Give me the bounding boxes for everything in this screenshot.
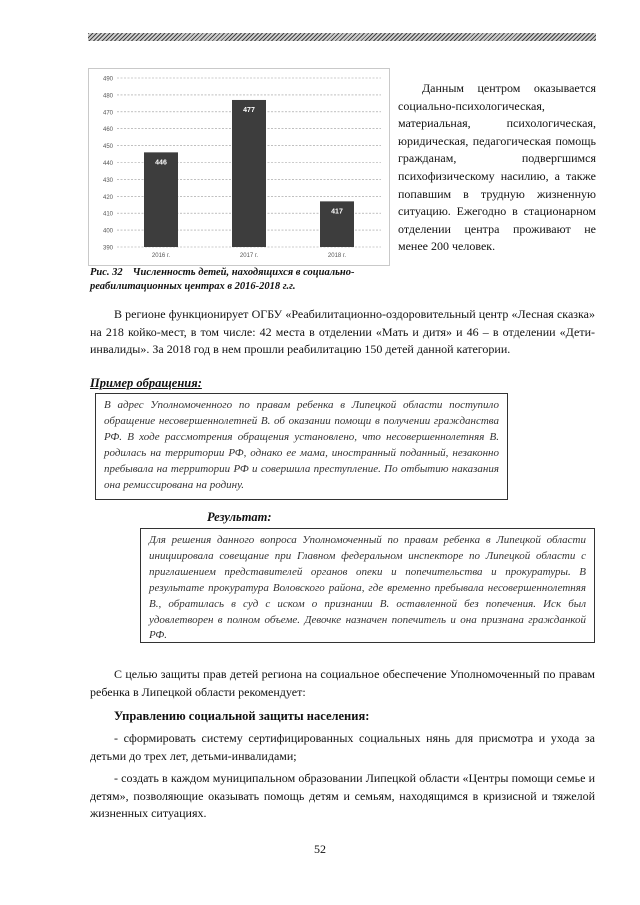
bar-value-label: 446 — [155, 159, 167, 167]
paragraph-recommendation — [90, 666, 595, 701]
y-tick-label: 470 — [102, 110, 113, 117]
figure-caption — [90, 266, 395, 294]
y-tick-label: 440 — [102, 161, 113, 167]
chart-canvas — [89, 69, 389, 265]
recommendation-item-text: - создать в каждом муниципальном образовании Липецкой области «Центры помощи семье и детям», позволяющие оказывать помощь детям и семьям, находящимся в кризисной и тяжелой жизненных ситуациях. — [90, 771, 595, 821]
result-text: Для решения данного вопроса Уполномоченный по правам ребенка в Липецкой области инициировала совещание при Главном федеральном инспекторе по Липецкой области с приглашением представителей органов опеки и попечительства и прокуратуры. В результате прокуратура Воловского района, где временно пребывала несовершеннолетняя В., обратилась в суд с иском о признании В. оставленной без попечения. Иск был удовлетворен в полном объеме. Девочке назначен попечитель и она признана гражданкой РФ. — [149, 534, 586, 642]
paragraph-text: В регионе функционирует ОГБУ «Реабилитационно-оздоровительный центр «Лесная сказка» на 218 койко-мест, в том числе: 42 места в отделении «Мать и дитя» и 46 – в отделении «Дети-инвалиды». За 2018 год в нем прошли реабилитацию 150 детей данной категории. — [90, 307, 595, 357]
side-paragraph: Данным центром оказывается социально-психологическая, материальная, психологическая, юридическая, педагогическая помощь гражданам, подвергшимся психофизическому насилию, а также попавшим в трудную жизненную ситуацию. Ежегодно в стационарном отделении центра проживают не менее 200 человек. — [398, 81, 596, 254]
y-tick-label: 400 — [102, 228, 113, 235]
figure-caption-text: Численность детей, находящихся в социально-реабилитационных центрах в 2016-2018 г.г. — [90, 267, 355, 292]
bar-value-label: 417 — [331, 208, 343, 216]
y-tick-label: 430 — [102, 177, 113, 184]
y-tick-label: 420 — [102, 194, 113, 201]
bar-chart — [88, 68, 390, 266]
recommendation-item — [90, 730, 595, 765]
example-heading: Пример обращения: — [90, 376, 202, 390]
paragraph-text: С целью защиты прав детей региона на социальное обеспечение Уполномоченный по правам ребенка в Липецкой области рекомендует: — [90, 667, 595, 699]
result-box — [140, 528, 595, 643]
x-tick-label: 2018 г. — [327, 253, 347, 259]
x-tick-label: 2017 г. — [239, 253, 259, 259]
x-tick-label: 2016 г. — [151, 253, 171, 259]
y-tick-label: 460 — [102, 127, 113, 134]
y-tick-label: 410 — [102, 211, 113, 218]
figure-number: Рис. 32 — [90, 267, 123, 278]
y-tick-label: 490 — [102, 76, 113, 83]
header-decoration-bar — [88, 33, 596, 41]
paragraph-center-info — [90, 306, 595, 359]
recommendation-item — [90, 770, 595, 823]
bar — [232, 100, 266, 247]
example-text: В адрес Уполномоченного по правам ребенка в Липецкой области поступило обращение несовершеннолетней В. об оказании помощи в получении гражданства РФ. В ходе рассмотрения обращения установлено, что несовершеннолетняя В. родилась на территории РФ, однако ее мама, иностранный поданный, незаконно пребывала на территории РФ и совершила преступление. По отбытию наказания она ремиссирована на родину. — [104, 399, 499, 491]
y-tick-label: 480 — [102, 93, 113, 100]
y-tick-label: 450 — [102, 144, 113, 151]
example-box — [95, 393, 508, 500]
result-heading: Результат: — [207, 510, 272, 524]
bar — [144, 152, 178, 247]
recommendation-item-text: - сформировать систему сертифицированных социальных нянь для присмотра и ухода за детьми до трех лет, детьми-инвалидами; — [90, 731, 595, 763]
y-tick-label: 390 — [102, 245, 113, 252]
side-text — [398, 80, 596, 256]
page-number: 52 — [314, 842, 326, 856]
recommendation-heading: Управлению социальной защиты населения: — [114, 709, 370, 723]
bar-value-label: 477 — [243, 106, 255, 114]
